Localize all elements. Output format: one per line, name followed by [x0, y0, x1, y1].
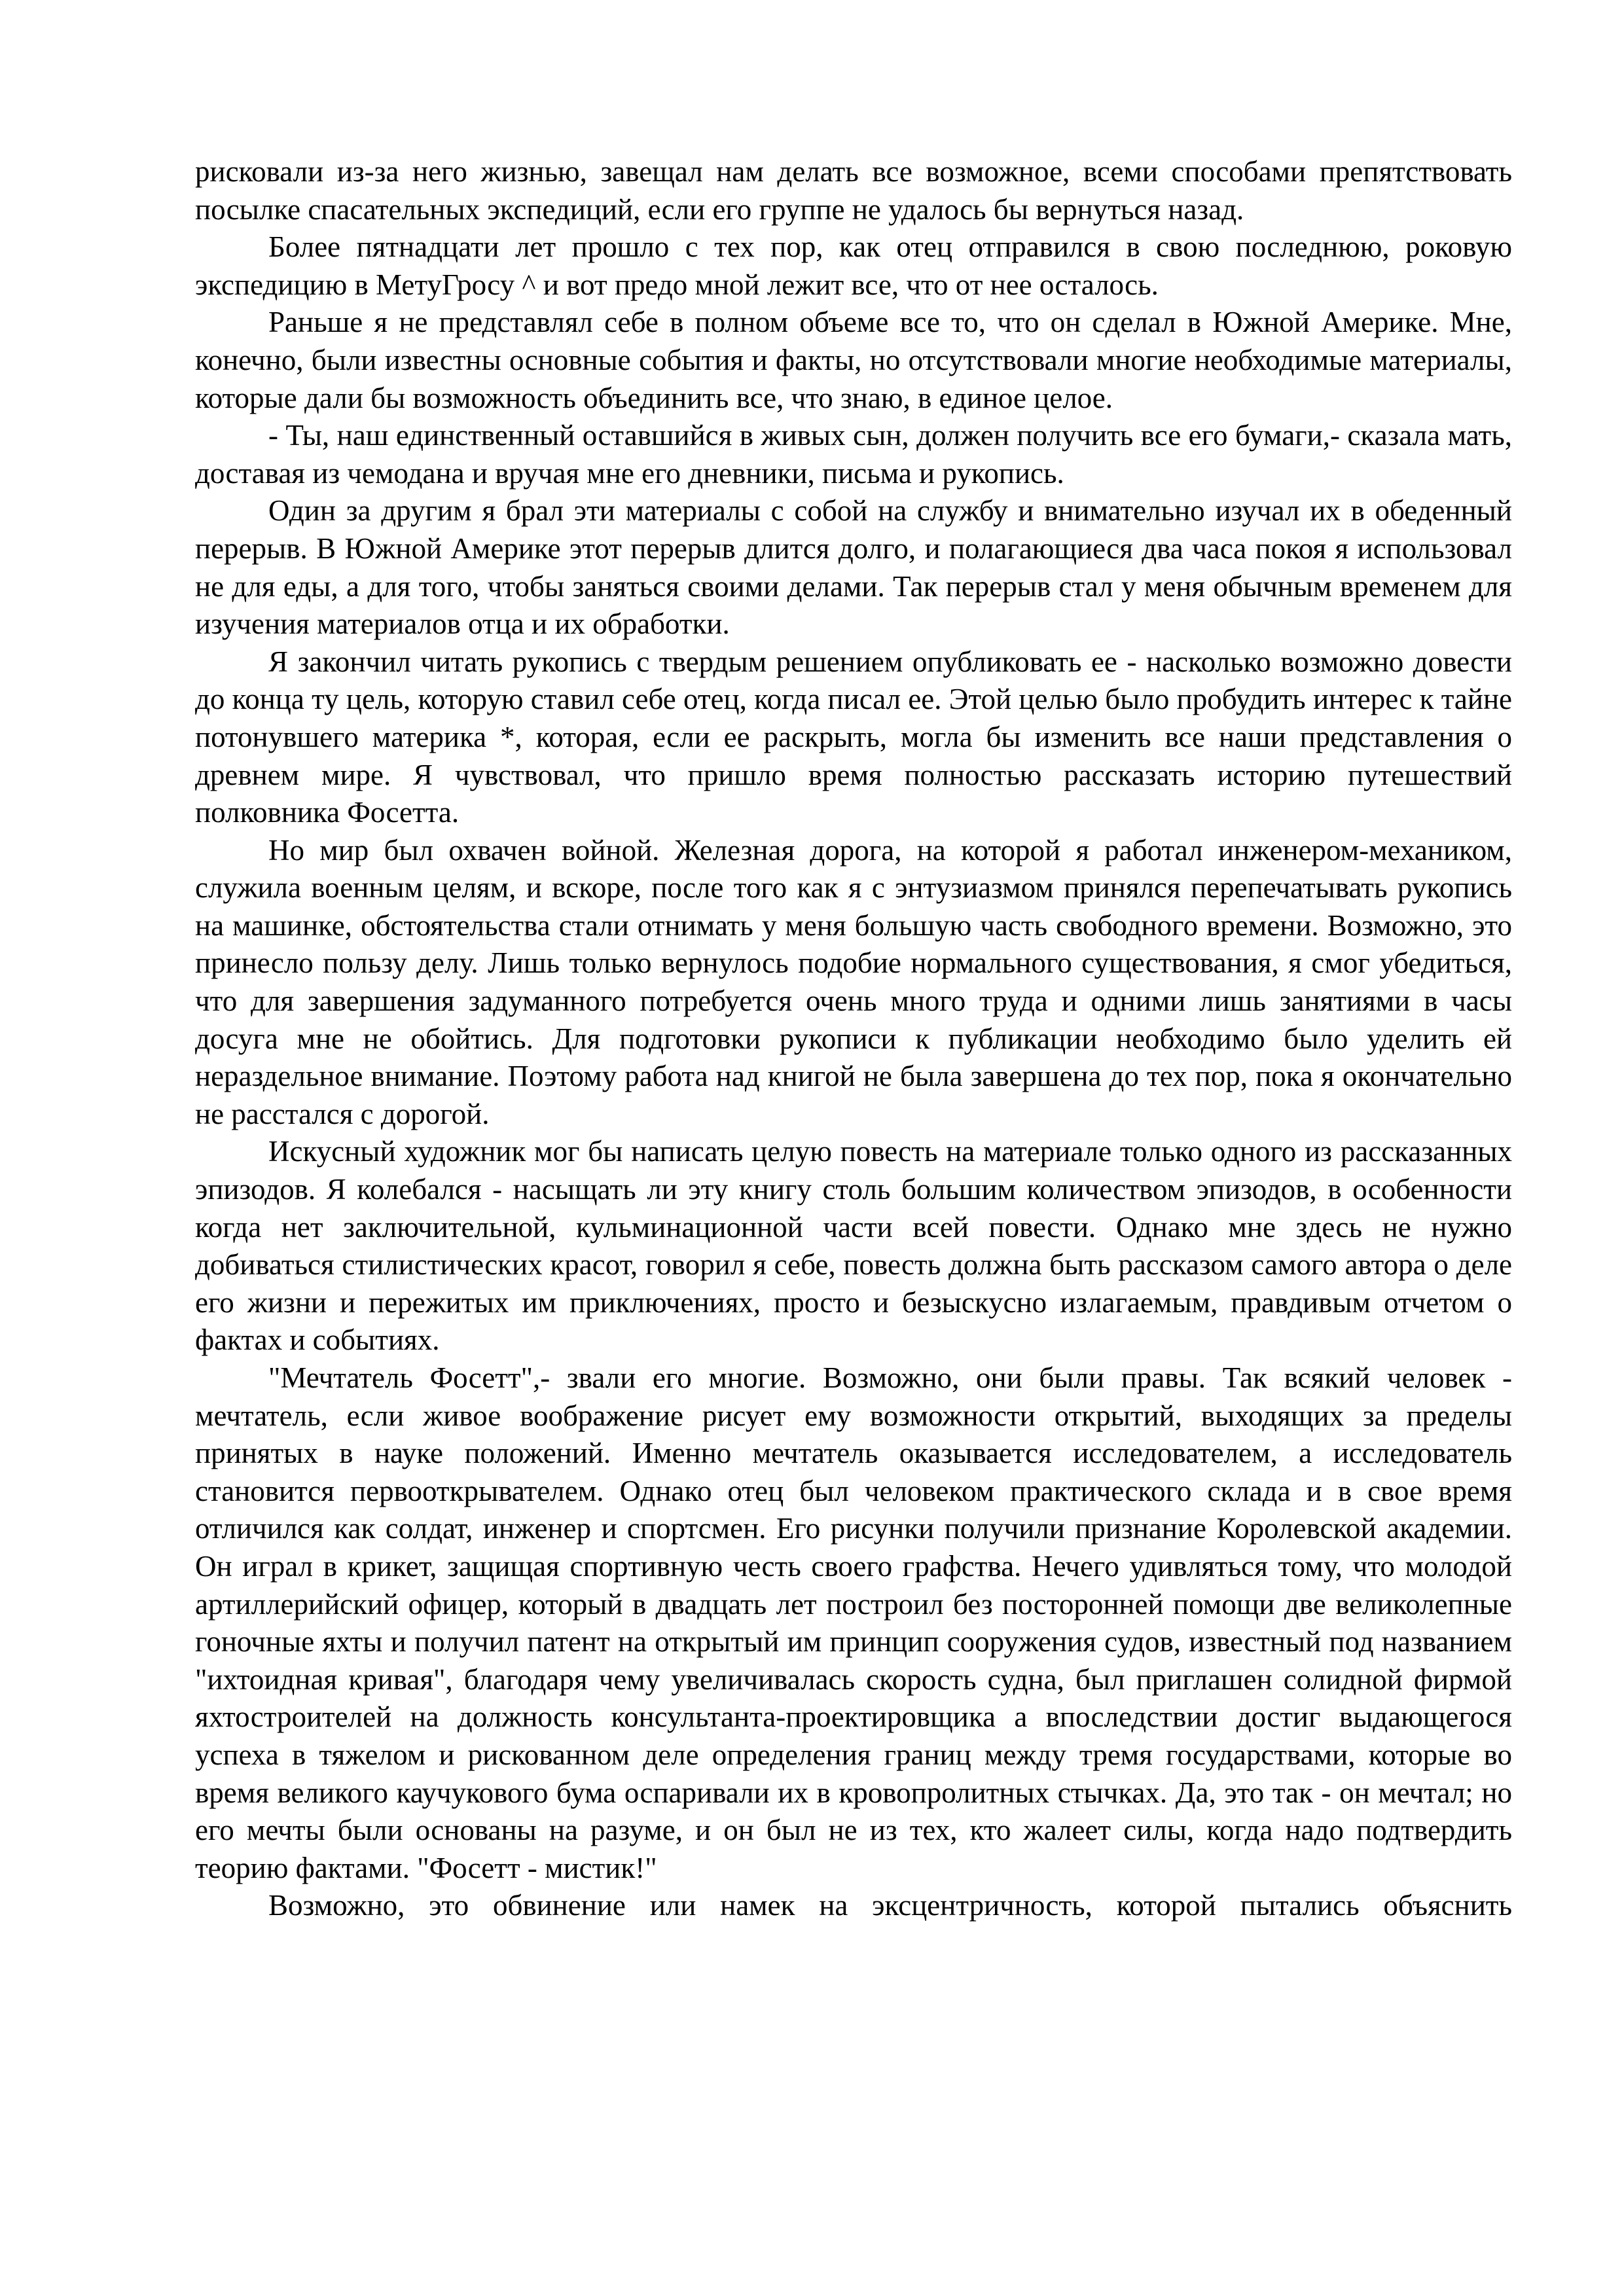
paragraph-5: Один за другим я брал эти материалы с собой на службу и внимательно изучал их в обеденный перерыв. В Южной Америке этот перерыв длится долго, и полагающиеся два часа покоя я использовал не для еды, а для того, чтобы заняться своими делами. Так перерыв стал у меня обычным временем для изучения материалов отца и их обработки. — [195, 494, 1512, 641]
paragraph-7: Но мир был охвачен войной. Железная дорога, на которой я работал инженером-механиком, служила военным целям, и вскоре, после того как я с энтузиазмом принялся перепечатывать рукопись на машинке, обстоятельства стали отнимать у меня большую часть свободного времени. Возможно, это принесло пользу делу. Лишь только вернулось подобие нормального существования, я смог убедиться, что для завершения задуманного потребуется очень много труда и одними лишь занятиями в часы досуга мне не обойтись. Для подготовки рукописи к публикации необходимо было уделить ей нераздельное внимание. Поэтому работа над книгой не была завершена до тех пор, пока я окончательно не расстался с дорогой. — [195, 833, 1512, 1130]
paragraph-4: - Ты, наш единственный оставшийся в живых сын, должен получить все его бумаги,- сказала мать, доставая из чемодана и вручая мне его дневники, письма и рукопись. — [195, 419, 1512, 490]
document-page — [195, 153, 1512, 1925]
paragraph-10: Возможно, это обвинение или намек на эксцентричность, которой пытались объяснить — [268, 1889, 1512, 1922]
paragraph-8: Искусный художник мог бы написать целую повесть на материале только одного из рассказанных эпизодов. Я колебался - насыщать ли эту книгу столь большим количеством эпизодов, в особенности когда нет заключительной, кульминационной части всей повести. Однако мне здесь не нужно добиваться стилистических красот, говорил я себе, повесть должна быть рассказом самого автора о деле его жизни и пережитых им приключениях, просто и безыскусно излагаемым, правдивым отчетом о фактах и событиях. — [195, 1135, 1512, 1357]
paragraph-3: Раньше я не представлял себе в полном объеме все то, что он сделал в Южной Америке. Мне, конечно, были известны основные события и факты, но отсутствовали многие необходимые материалы, которые дали бы возможность объединить все, что знаю, в единое целое. — [195, 306, 1512, 414]
paragraph-9: "Мечтатель Фосетт",- звали его многие. Возможно, они были правы. Так всякий человек - мечтатель, если живое воображение рисует ему возможности открытий, выходящих за пределы принятых в науке положений. Именно мечтатель оказывается исследователем, а исследователь становится первооткрывателем. Однако отец был человеком практического склада и в свое время отличился как солдат, инженер и спортсмен. Его рисунки получили признание Королевской академии. Он играл в крикет, защищая спортивную честь своего графства. Нечего удивляться тому, что молодой артиллерийский офицер, который в двадцать лет построил без посторонней помощи две великолепные гоночные яхты и получил патент на открытый им принцип сооружения судов, известный под названием "ихтоидная кривая", благодаря чему увеличивалась скорость судна, был приглашен солидной фирмой яхтостроителей на должность консультанта-проектировщика а впоследствии достиг выдающегося успеха в тяжелом и рискованном деле определения границ между тремя государствами, которые во время великого каучукового бума оспаривали их в кровопролитных стычках. Да, это так - он мечтал; но его мечты были основаны на разуме, и он был не из тех, кто жалеет силы, когда надо подтвердить теорию фактами. "Фосетт - мистик!" — [195, 1361, 1512, 1884]
paragraph-1: рисковали из-за него жизнью, завещал нам делать все возможное, всеми способами препятствовать посылке спасательных экспедиций, если его группе не удалось бы вернуться назад. — [195, 155, 1512, 226]
paragraph-2: Более пятнадцати лет прошло с тех пор, как отец отправился в свою последнюю, роковую экспедицию в МетуГросу ^ и вот предо мной лежит все, что от нее осталось. — [195, 230, 1512, 301]
paragraph-6: Я закончил читать рукопись с твердым решением опубликовать ее - насколько возможно довести до конца ту цель, которую ставил себе отец, когда писал ее. Этой целью было пробудить интерес к тайне потонувшего материка *, которая, если ее раскрыть, могла бы изменить все наши представления о древнем мире. Я чувствовал, что пришло время полностью рассказать историю путешествий полковника Фосетта. — [195, 645, 1513, 829]
